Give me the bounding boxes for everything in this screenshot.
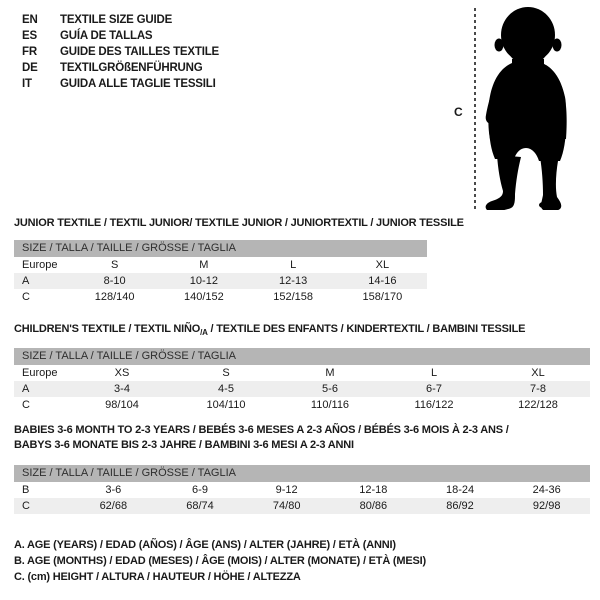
table-cell: 80/86 <box>359 500 388 512</box>
lang-row-es <box>22 28 219 44</box>
row-label: Europe <box>22 259 58 271</box>
table-cell: 8-10 <box>103 275 126 287</box>
children-size-table <box>14 348 590 413</box>
children-table-title-sub: /A <box>200 328 208 338</box>
size-header: SIZE / TALLA / TAILLE / GRÖSSE / TAGLIA <box>14 465 590 482</box>
table-cell: 128/140 <box>94 291 135 303</box>
junior-size-table <box>14 240 427 305</box>
junior-table-title-text: JUNIOR TEXTILE / TEXTIL JUNIOR/ TEXTILE JUNIOR / JUNIORTEXTIL / JUNIOR TESSILE <box>14 217 464 229</box>
footnote-a: A. AGE (YEARS) / EDAD (AÑOS) / ÂGE (ANS) / ALTER (JAHRE) / ETÀ (ANNI) <box>14 539 396 551</box>
row-label: B <box>22 484 30 496</box>
row-label: C <box>22 291 30 303</box>
table-row <box>14 365 590 381</box>
lang-title: GUIDE DES TAILLES TEXTILE <box>60 46 219 58</box>
table-cell: 104/110 <box>206 399 246 411</box>
lang-row-en <box>22 12 219 28</box>
table-row <box>14 381 590 397</box>
junior-table-title <box>14 216 464 231</box>
lang-row-it <box>22 76 219 92</box>
row-label: Europe <box>22 367 58 379</box>
table-cell: 3-6 <box>105 484 122 496</box>
table-cell: 3-4 <box>114 383 130 395</box>
table-cell: 140/152 <box>183 291 224 303</box>
footnotes <box>14 537 426 585</box>
row-label: C <box>22 500 30 512</box>
table-row <box>14 498 590 514</box>
lang-row-de <box>22 60 219 76</box>
toddler-silhouette-image <box>482 5 577 210</box>
lang-title: TEXTILGRÖßENFÜHRUNG <box>60 62 203 74</box>
lang-code: EN <box>22 14 38 26</box>
table-cell: XS <box>114 367 130 379</box>
table-cell: 122/128 <box>518 399 558 411</box>
height-measure-dashed-line <box>474 8 476 212</box>
babies-table-title-line2: BABYS 3-6 MONATE BIS 2-3 JAHRE / BAMBINI 3-6 MESI A 2-3 ANNI <box>14 439 354 451</box>
lang-code: FR <box>22 46 37 58</box>
table-cell: 152/158 <box>273 291 313 303</box>
table-cell: L <box>290 259 297 271</box>
language-guide-heading <box>22 12 219 92</box>
table-cell: XL <box>531 367 545 379</box>
table-row <box>14 289 427 305</box>
table-cell: 5-6 <box>322 383 338 395</box>
lang-code: ES <box>22 30 37 42</box>
table-cell: 98/104 <box>105 399 139 411</box>
table-row <box>14 482 590 498</box>
size-header: SIZE / TALLA / TAILLE / GRÖSSE / TAGLIA <box>14 348 590 365</box>
table-cell: 9-12 <box>275 484 298 496</box>
table-cell: 92/98 <box>532 500 561 512</box>
footnote-b: B. AGE (MONTHS) / EDAD (MESES) / ÂGE (MOIS) / ALTER (MONATE) / ETÀ (MESI) <box>14 555 426 567</box>
table-cell: 12-13 <box>279 275 308 287</box>
table-cell: M <box>325 367 335 379</box>
table-cell: 24-36 <box>532 484 561 496</box>
table-row <box>14 257 427 273</box>
table-cell: 158/170 <box>362 291 403 303</box>
children-table-title <box>14 322 525 340</box>
table-cell: 68/74 <box>186 500 214 512</box>
table-cell: 62/68 <box>99 500 128 512</box>
height-measure-label: C <box>454 105 463 119</box>
table-cell: 10-12 <box>189 275 218 287</box>
babies-table-title-line1: BABIES 3-6 MONTH TO 2-3 YEARS / BEBÉS 3-6 MESES A 2-3 AÑOS / BÉBÉS 3-6 MOIS À 2-3 ANS / <box>14 424 509 436</box>
children-table-title-pre: CHILDREN'S TEXTILE / TEXTIL NIÑO <box>14 323 201 335</box>
lang-title: TEXTILE SIZE GUIDE <box>60 14 173 26</box>
table-cell: 14-16 <box>368 275 397 287</box>
table-row <box>14 273 427 289</box>
table-cell: 116/122 <box>414 399 454 411</box>
babies-table-title <box>14 423 509 453</box>
table-cell: 7-8 <box>530 383 546 395</box>
lang-row-fr <box>22 44 219 60</box>
children-table-title-post: / TEXTILE DES ENFANTS / KINDERTEXTIL / BAMBINI TESSILE <box>207 323 526 335</box>
lang-code: DE <box>22 62 38 74</box>
table-cell: L <box>430 367 438 379</box>
table-cell: 6-9 <box>192 484 208 496</box>
lang-title: GUIDA ALLE TAGLIE TESSILI <box>60 78 216 90</box>
table-cell: M <box>199 259 209 271</box>
table-cell: 4-5 <box>218 383 234 395</box>
table-row <box>14 397 590 413</box>
table-cell: 12-18 <box>359 484 388 496</box>
table-cell: 6-7 <box>426 383 442 395</box>
table-cell: 86/92 <box>446 500 474 512</box>
size-header: SIZE / TALLA / TAILLE / GRÖSSE / TAGLIA <box>14 240 427 257</box>
footnote-c: C. (cm) HEIGHT / ALTURA / HAUTEUR / HÖHE / ALTEZZA <box>14 571 301 583</box>
lang-code: IT <box>22 78 32 90</box>
row-label: A <box>22 275 30 287</box>
row-label: C <box>22 399 30 411</box>
table-cell: XL <box>375 259 390 271</box>
table-cell: 18-24 <box>445 484 475 496</box>
table-cell: S <box>110 259 119 271</box>
lang-title: GUÍA DE TALLAS <box>60 30 153 42</box>
table-cell: S <box>222 367 230 379</box>
row-label: A <box>22 383 30 395</box>
babies-size-table <box>14 465 590 514</box>
table-cell: 74/80 <box>272 500 301 512</box>
table-cell: 110/116 <box>310 399 350 411</box>
